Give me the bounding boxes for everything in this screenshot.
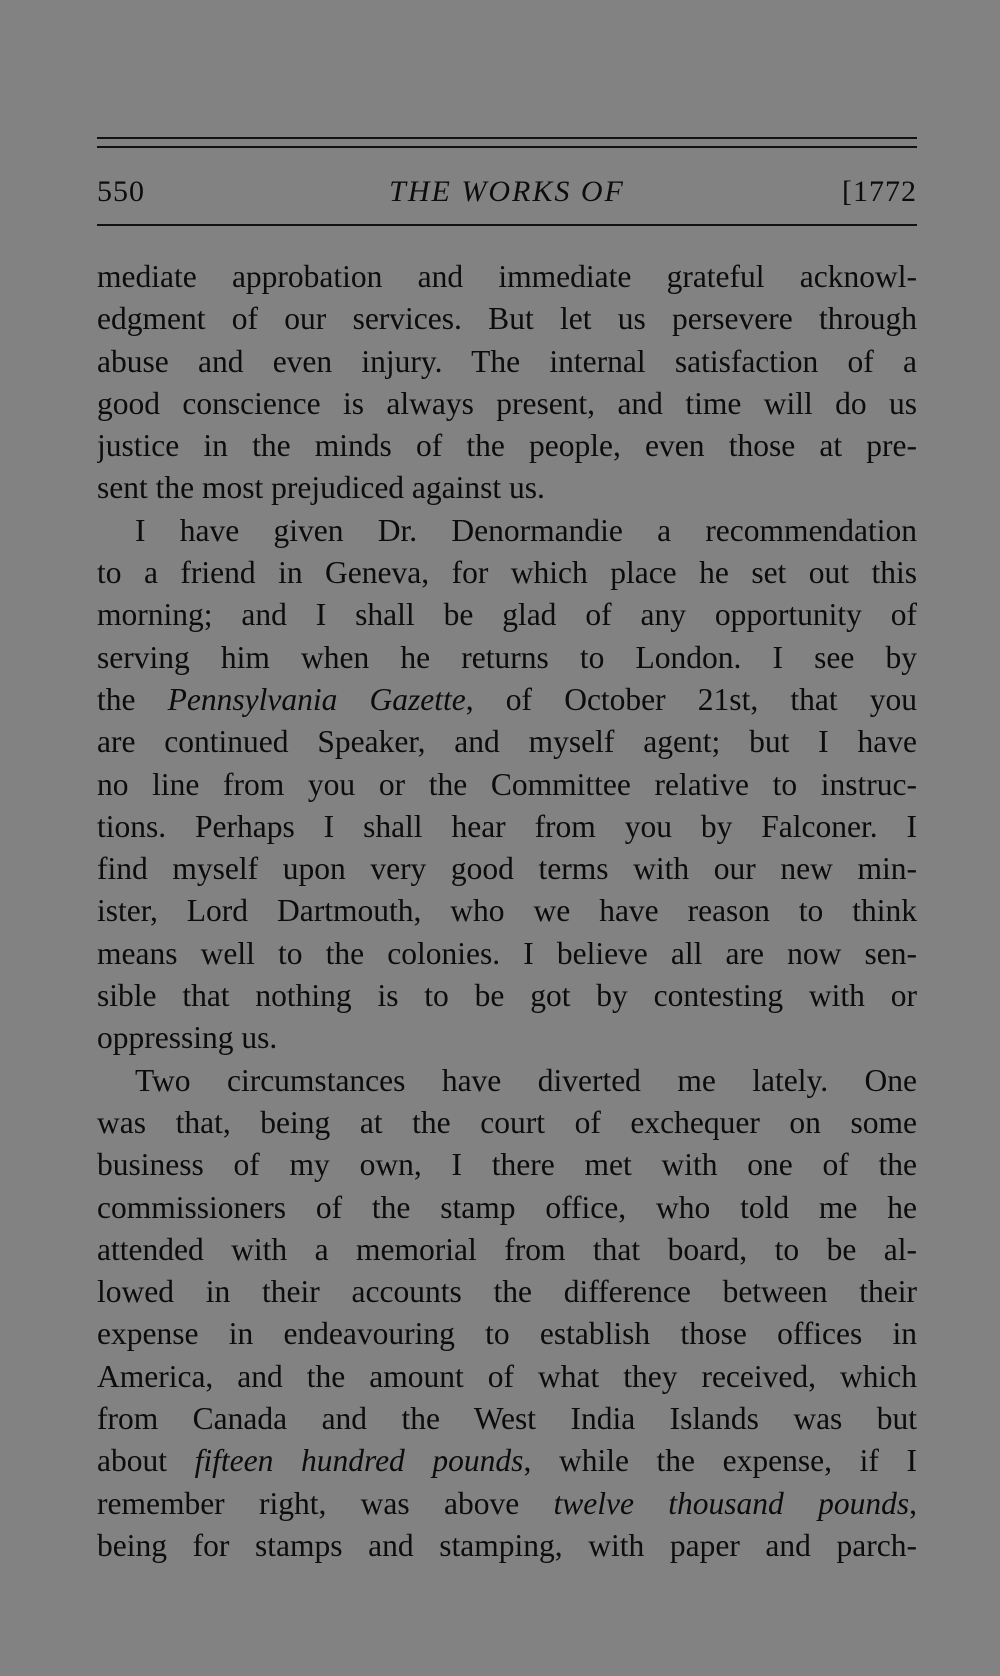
text-line: means well to the colonies. I believe all are now sen- [97,935,917,971]
letter-body-text [97,256,917,1567]
text-segment: the [97,681,168,717]
text-line: justice in the minds of the people, even those at pre- [97,428,917,464]
text-segment: about [97,1443,195,1479]
text-line: attended with a memorial from that board, to be al- [97,1231,917,1267]
text-segment: , of October 21st, that you [465,681,917,717]
text-segment: , while the expense, if I [523,1443,917,1479]
text-line: morning; and I shall be glad of any opportunity of [97,597,917,633]
text-line: I have given Dr. Denormandie a recommendation [135,512,917,548]
text-line: serving him when he returns to London. I see by [97,639,917,675]
text-line: was that, being at the court of exchequer on some [97,1104,917,1140]
running-head: THE WORKS OF [389,175,625,208]
text-line: to a friend in Geneva, for which place he set out this [97,555,917,591]
text-line: ister, Lord Dartmouth, who we have reason to think [97,893,917,929]
italic-phrase: fifteen hundred pounds [194,1443,524,1479]
text-line: being for stamps and stamping, with paper and parch- [97,1527,917,1563]
text-line [97,679,917,721]
book-page [97,0,917,1676]
text-segment: remember right, was above [97,1485,554,1521]
header-double-rule-bottom [97,146,917,148]
text-line: are continued Speaker, and myself agent; but I have [97,724,917,760]
header-double-rule-top [97,137,917,139]
page-number: 550 [97,175,145,208]
text-line: find myself upon very good terms with our new min- [97,851,917,887]
page-header [97,172,917,212]
text-line: America, and the amount of what they received, which [97,1358,917,1394]
text-line: good conscience is always present, and time will do us [97,385,917,421]
text-line [97,1483,917,1525]
header-rule [97,224,917,226]
text-line: expense in endeavouring to establish those offices in [97,1316,917,1352]
text-line: no line from you or the Committee relative to instruc- [97,766,917,802]
text-line: edgment of our services. But let us persevere through [97,301,917,337]
text-line: sent the most prejudiced against us. [97,470,545,506]
text-line: lowed in their accounts the difference between their [97,1274,917,1310]
text-line: from Canada and the West India Islands was but [97,1401,917,1437]
text-segment: , [909,1485,917,1521]
text-line [97,1440,917,1482]
italic-phrase: twelve thousand pounds [553,1485,910,1521]
text-line: business of my own, I there met with one of the [97,1147,917,1183]
text-line: oppressing us. [97,1020,278,1056]
text-line: Two circumstances have diverted me lately. One [135,1062,917,1098]
text-line: tions. Perhaps I shall hear from you by Falconer. I [97,808,917,844]
text-line: sible that nothing is to be got by contesting with or [97,978,917,1014]
year-marker: [1772 [842,175,917,208]
text-line: abuse and even injury. The internal satisfaction of a [97,343,917,379]
text-line: commissioners of the stamp office, who told me he [97,1189,917,1225]
text-line: mediate approbation and immediate grateful acknowl- [97,259,917,294]
italic-phrase: Pennsylvania Gazette [167,681,466,717]
